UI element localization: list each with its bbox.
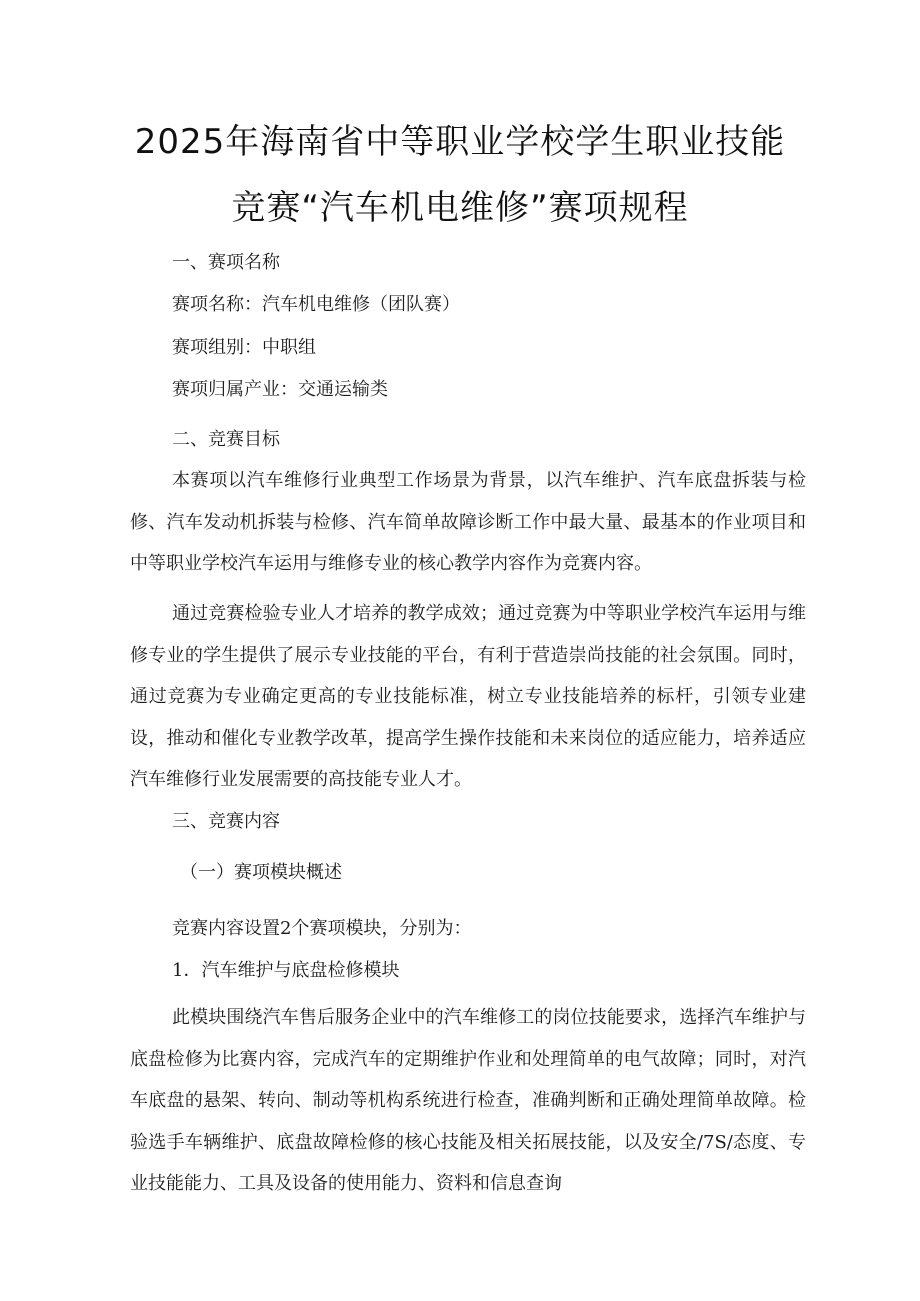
document-title-line-2: 竞赛“汽车机电维修”赛项规程 <box>231 188 689 228</box>
event-industry: 赛项归属产业：交通运输类 <box>172 379 388 400</box>
content-intro: 竞赛内容设置2个赛项模块，分别为： <box>172 918 472 939</box>
module-1-title: 1．汽车维护与底盘检修模块 <box>172 960 400 981</box>
event-group: 赛项组别：中职组 <box>172 337 316 358</box>
competition-goal-paragraph-2: 通过竞赛检验专业人才培养的教学成效；通过竞赛为中等职业学校汽车运用与维修专业的学生提供了展示专业技能的平台，有利于营造崇尚技能的社会氛围。同时，通过竞赛为专业确定更高的专业技能标准，树立专业技能培养的标杆，引领专业建设，推动和催化专业教学改革，提高学生操作技能和未来岗位的适应能力，培养适应汽车维修行业发展需要的高技能专业人才。 <box>130 603 806 790</box>
document-title-line-1: 2025年海南省中等职业学校学生职业技能 <box>134 122 786 162</box>
event-name: 赛项名称：汽车机电维修（团队赛） <box>172 294 460 315</box>
competition-goal-paragraph-1: 本赛项以汽车维修行业典型工作场景为背景，以汽车维护、汽车底盘拆装与检修、汽车发动机拆装与检修、汽车简单故障诊断工作中最大量、最基本的作业项目和中等职业学校汽车运用与维修专业的核心教学内容作为竞赛内容。 <box>130 470 806 574</box>
section-heading-2: 二、竞赛目标 <box>172 429 280 450</box>
subsection-heading: （一）赛项模块概述 <box>180 862 342 883</box>
section-heading-3: 三、竞赛内容 <box>172 811 280 832</box>
section-heading-1: 一、赛项名称 <box>172 252 280 273</box>
module-1-paragraph: 此模块围绕汽车售后服务企业中的汽车维修工的岗位技能要求，选择汽车维护与底盘检修为比赛内容，完成汽车的定期维护作业和处理简单的电气故障；同时，对汽车底盘的悬架、转向、制动等机构系统进行检查，准确判断和正确处理简单故障。检验选手车辆维护、底盘故障检修的核心技能及相关拓展技能，以及安全/7S/态度、专业技能能力、工具及设备的使用能力、资料和信息查询 <box>130 1007 806 1194</box>
